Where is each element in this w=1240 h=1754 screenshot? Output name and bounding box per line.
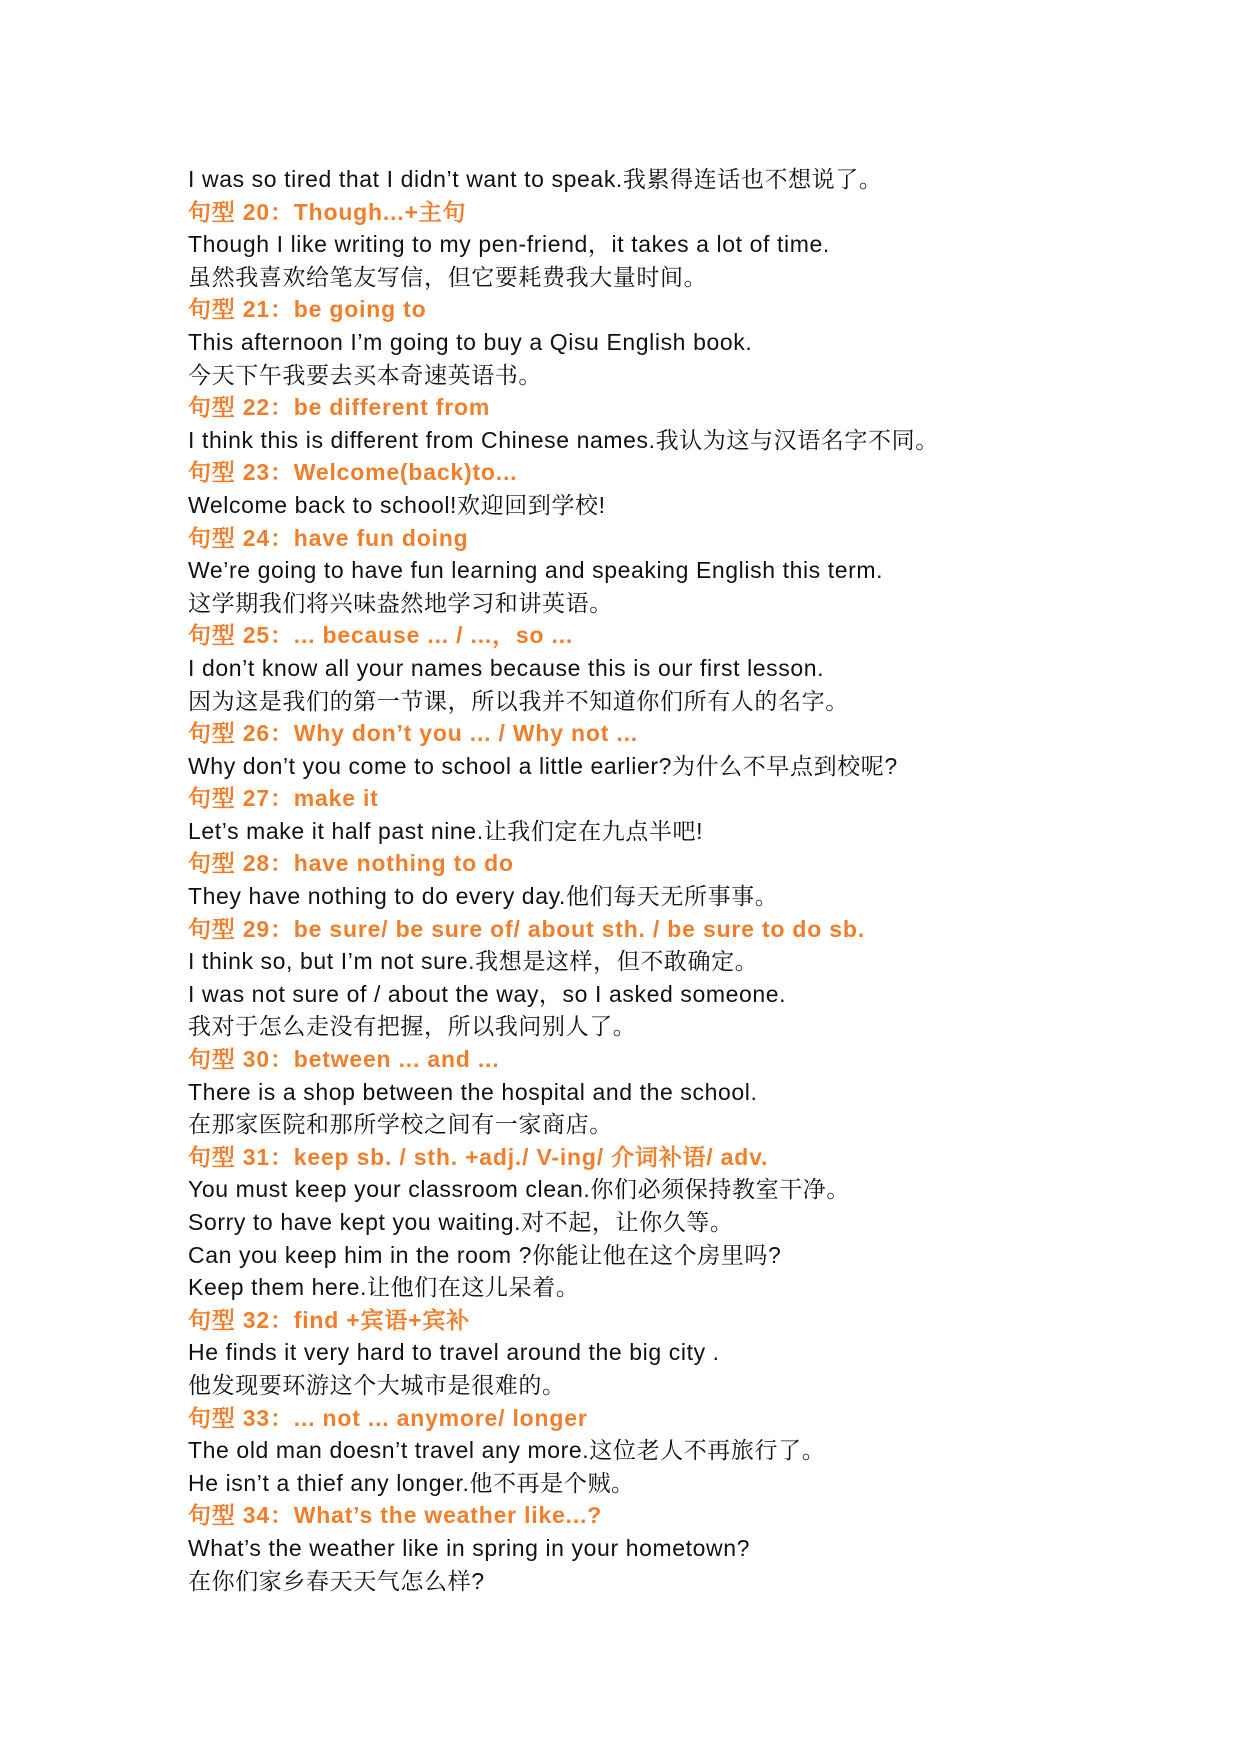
pattern-heading: 句型 25：... because ... / ...，so ... — [188, 622, 574, 649]
pattern-heading: 句型 32：find +宾语+宾补 — [188, 1306, 470, 1333]
example-sentence: The old man doesn’t travel any more.这位老人不再旅行了。 — [188, 1437, 826, 1464]
example-sentence: Keep them here.让他们在这儿呆着。 — [188, 1274, 580, 1301]
pattern-heading: 句型 22：be different from — [188, 394, 491, 421]
pattern-heading: 句型 28：have nothing to do — [188, 850, 514, 877]
example-sentence: What’s the weather like in spring in your hometown? — [188, 1534, 751, 1561]
example-sentence: 他发现要环游这个大城市是很难的。 — [188, 1371, 566, 1398]
example-sentence: You must keep your classroom clean.你们必须保持教室干净。 — [188, 1176, 850, 1203]
example-sentence: They have nothing to do every day.他们每天无所事事。 — [188, 883, 779, 910]
example-sentence: I think this is different from Chinese names.我认为这与汉语名字不同。 — [188, 426, 939, 453]
example-sentence: 在那家医院和那所学校之间有一家商店。 — [188, 1111, 613, 1138]
example-sentence: We’re going to have fun learning and speaking English this term. — [188, 557, 884, 584]
example-sentence: Let’s make it half past nine.让我们定在九点半吧! — [188, 817, 704, 844]
pattern-heading: 句型 26：Why don’t you ... / Why not ... — [188, 720, 638, 747]
example-sentence: He isn’t a thief any longer.他不再是个贼。 — [188, 1469, 635, 1496]
example-sentence: I don’t know all your names because this is our first lesson. — [188, 654, 825, 681]
example-sentence: 因为这是我们的第一节课，所以我并不知道你们所有人的名字。 — [188, 687, 849, 714]
pattern-heading: 句型 20：Though...+主句 — [188, 198, 467, 225]
example-sentence: I think so, but I’m not sure.我想是这样，但不敢确定。 — [188, 948, 759, 975]
pattern-heading: 句型 23：Welcome(back)to... — [188, 459, 518, 486]
example-sentence: Why don’t you come to school a little earlier?为什么不早点到校呢? — [188, 752, 898, 779]
example-sentence: He finds it very hard to travel around the big city . — [188, 1339, 720, 1366]
example-sentence: 在你们家乡春天天气怎么样? — [188, 1567, 485, 1594]
example-sentence: Sorry to have kept you waiting.对不起，让你久等。 — [188, 1209, 734, 1235]
example-sentence: Though I like writing to my pen-friend，it takes a lot of time. — [188, 231, 830, 258]
pattern-heading: 句型 31：keep sb. / sth. +adj./ V-ing/ 介词补语/ adv. — [188, 1143, 769, 1170]
pattern-heading: 句型 33：... not ... anymore/ longer — [188, 1404, 588, 1431]
pattern-heading: 句型 34：What’s the weather like...? — [188, 1502, 603, 1529]
example-sentence: 虽然我喜欢给笔友写信，但它要耗费我大量时间。 — [188, 263, 708, 290]
example-sentence: Can you keep him in the room ?你能让他在这个房里吗? — [188, 1241, 782, 1268]
example-sentence: 今天下午我要去买本奇速英语书。 — [188, 361, 542, 388]
example-sentence: 这学期我们将兴味盎然地学习和讲英语。 — [188, 589, 613, 616]
example-sentence: Welcome back to school!欢迎回到学校! — [188, 491, 606, 518]
pattern-heading: 句型 30：between ... and ... — [188, 1046, 500, 1073]
pattern-heading: 句型 21：be going to — [188, 296, 427, 323]
pattern-heading: 句型 27：make it — [188, 785, 379, 812]
example-sentence: There is a shop between the hospital and the school. — [188, 1078, 758, 1105]
example-sentence: I was so tired that I didn’t want to speak.我累得连话也不想说了。 — [188, 166, 883, 192]
sentence-pattern-list — [188, 163, 1188, 1597]
document-page — [188, 163, 1188, 1597]
pattern-heading: 句型 24：have fun doing — [188, 524, 469, 551]
pattern-heading: 句型 29：be sure/ be sure of/ about sth. / be sure to do sb. — [188, 915, 865, 942]
example-sentence: I was not sure of / about the way，so I asked someone. — [188, 980, 787, 1007]
example-sentence: 我对于怎么走没有把握，所以我问别人了。 — [188, 1013, 637, 1040]
example-sentence: This afternoon I’m going to buy a Qisu English book. — [188, 328, 753, 355]
